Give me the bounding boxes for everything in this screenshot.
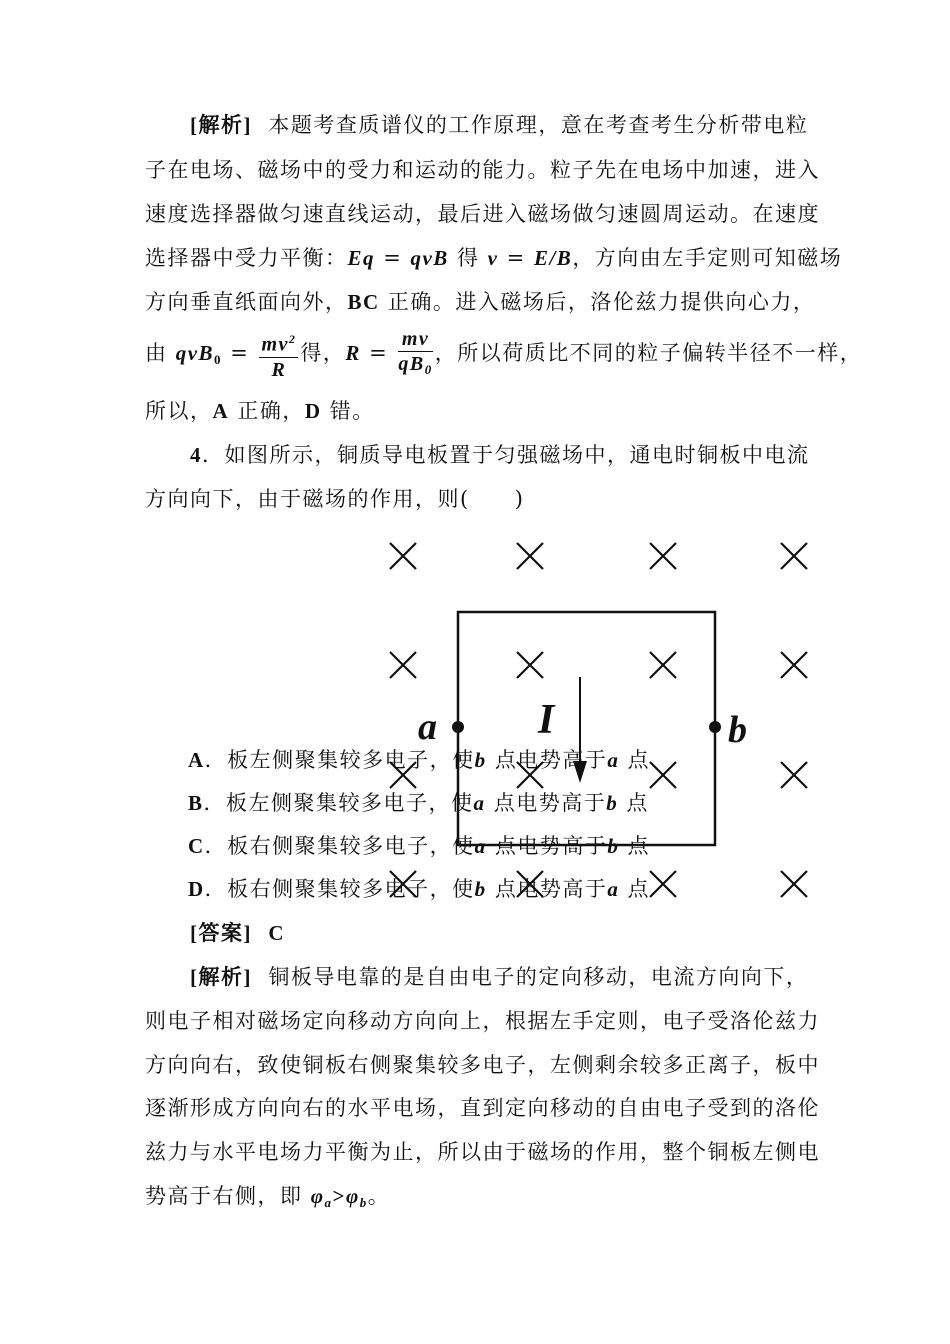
denominator: R (271, 358, 287, 381)
letter: D (304, 399, 322, 423)
formula: v (487, 246, 499, 270)
var: a (607, 877, 620, 901)
point-b-dot (709, 721, 721, 733)
option-key: C (188, 834, 205, 858)
text: 由 (145, 341, 168, 365)
formula: Eq (347, 246, 376, 270)
var: b (474, 877, 487, 901)
text: 点 (626, 791, 649, 815)
phi-symbol: φ (310, 1184, 325, 1208)
label-current-I: I (538, 697, 555, 743)
field-cross-icon (517, 652, 543, 678)
answer-line (190, 918, 855, 948)
explanation2-line4: 逐渐形成方向向右的水平电场，直到定向移动的自由电子受到的洛伦 (145, 1096, 820, 1120)
explanation1-line5 (145, 287, 816, 317)
formula: qvB (175, 341, 215, 365)
field-cross-icon (781, 543, 807, 569)
letter: A (212, 399, 230, 423)
explanation2-line1 (190, 962, 855, 992)
text: 得， (300, 341, 346, 365)
option-key: D (188, 877, 205, 901)
question-number: 4 (190, 443, 202, 467)
text: 所以， (145, 399, 213, 423)
field-cross-icon (650, 762, 676, 788)
subscript: 0 (214, 352, 223, 367)
text: 。 (367, 1184, 391, 1208)
field-cross-icon (390, 652, 416, 678)
text: ，所以荷质比不同的粒子偏转半径不一样， (434, 341, 863, 365)
var: a (474, 834, 487, 858)
text: 正确， (237, 399, 305, 423)
explanation2-line6 (145, 1181, 810, 1218)
text: ．如图所示，铜质导电板置于匀强磁场中，通电时铜板中电流 (202, 443, 810, 467)
field-cross-icon (390, 543, 416, 569)
option-c (188, 831, 650, 861)
explanation1-line6: 由 qvB$_0$ = $\frac{mv^2}{R}$ 得，R = $\frac{mv}{qB_0}$ ，所以荷质比不同的粒子偏转半径不一样， (145, 328, 863, 381)
var: b (606, 791, 619, 815)
text: 势高于右侧，即 (145, 1184, 303, 1208)
explanation2-line3: 方向向右，致使铜板右侧聚集较多电子，左侧剩余较多正离子，板中 (145, 1053, 820, 1077)
subscript: 0 (424, 362, 433, 377)
text: 点电势高于 (493, 791, 607, 815)
explanation2-line2: 则电子相对磁场定向移动方向向上，根据左手定则，电子受洛伦兹力 (145, 1009, 820, 1033)
question4-line2: 方向向下，由于磁场的作用，则( ) (145, 487, 525, 511)
subscript: a (324, 1195, 333, 1210)
question4-line1 (190, 440, 855, 470)
field-cross-icon (650, 871, 676, 897)
field-cross-icon (650, 543, 676, 569)
text: 点电势高于 (494, 748, 608, 772)
superscript: 2 (288, 332, 297, 347)
option-a (188, 745, 650, 775)
field-cross-icon (781, 762, 807, 788)
var: a (473, 791, 486, 815)
numerator: mv (261, 333, 289, 356)
answer-letters: BC (347, 290, 380, 314)
label-b: b (728, 709, 747, 751)
formula: R (345, 341, 361, 365)
fraction (398, 327, 432, 382)
option-d (188, 874, 650, 904)
text: ．板右侧聚集较多电子，使 (204, 877, 475, 901)
option-key: B (188, 791, 204, 815)
text: 本题考查质谱仪的工作原理，意在考查考生分析带电粒 (268, 113, 809, 137)
point-a-dot (452, 721, 464, 733)
numerator: mv (398, 327, 432, 352)
field-cross-icon (650, 652, 676, 678)
fraction (259, 327, 298, 382)
answer-value: C (268, 921, 286, 945)
greater-than: > (332, 1184, 346, 1208)
option-key: A (188, 748, 205, 772)
explanation1-line7 (145, 396, 810, 426)
option-b (188, 788, 649, 818)
explanation2-line5: 兹力与水平电场力平衡为止，所以由于磁场的作用，整个铜板左侧电 (145, 1140, 820, 1164)
field-cross-icon (517, 543, 543, 569)
text: 选择器中受力平衡： (145, 246, 348, 270)
text: 正确。进入磁场后，洛伦兹力提供向心力， (387, 290, 816, 314)
text: 铜板导电靠的是自由电子的定向移动，电流方向向下， (268, 965, 809, 989)
var: a (607, 748, 620, 772)
explanation1-line4: 选择器中受力平衡：Eq = qvB 得 v = E/B，方向由左手定则可知磁场 (145, 246, 843, 270)
text: 得 (456, 246, 480, 270)
field-cross-icon (781, 652, 807, 678)
answer-tag: [答案] (190, 921, 252, 945)
text: ．板左侧聚集较多电子，使 (204, 748, 475, 772)
text: ，方向由左手定则可知磁场 (572, 246, 843, 270)
explanation1-line3: 速度选择器做匀速直线运动，最后进入磁场做匀速圆周运动。在速度 (145, 202, 820, 226)
label-a: a (418, 706, 437, 748)
text: ．板右侧聚集较多电子，使 (204, 834, 475, 858)
text: 点电势高于 (494, 877, 608, 901)
text: 错。 (329, 399, 375, 423)
explanation1-line1 (190, 110, 855, 140)
var: b (474, 748, 487, 772)
var: b (607, 834, 620, 858)
subscript: b (359, 1195, 368, 1210)
phi-symbol: φ (345, 1184, 360, 1208)
formula: qvB (410, 246, 449, 270)
denominator: qB (398, 353, 425, 375)
text: 方向垂直纸面向外， (145, 290, 348, 314)
text: 点电势高于 (494, 834, 608, 858)
formula: E/B (533, 246, 573, 270)
field-cross-icon (781, 871, 807, 897)
text: 点 (627, 834, 651, 858)
explanation1-line2: 子在电场、磁场中的受力和运动的能力。粒子先在电场中加速，进入 (145, 158, 820, 182)
text: 点 (627, 748, 651, 772)
text: 点 (627, 877, 651, 901)
text: ．板左侧聚集较多电子，使 (203, 791, 474, 815)
explanation-tag: [解析] (190, 113, 252, 137)
explanation-tag: [解析] (190, 965, 252, 989)
